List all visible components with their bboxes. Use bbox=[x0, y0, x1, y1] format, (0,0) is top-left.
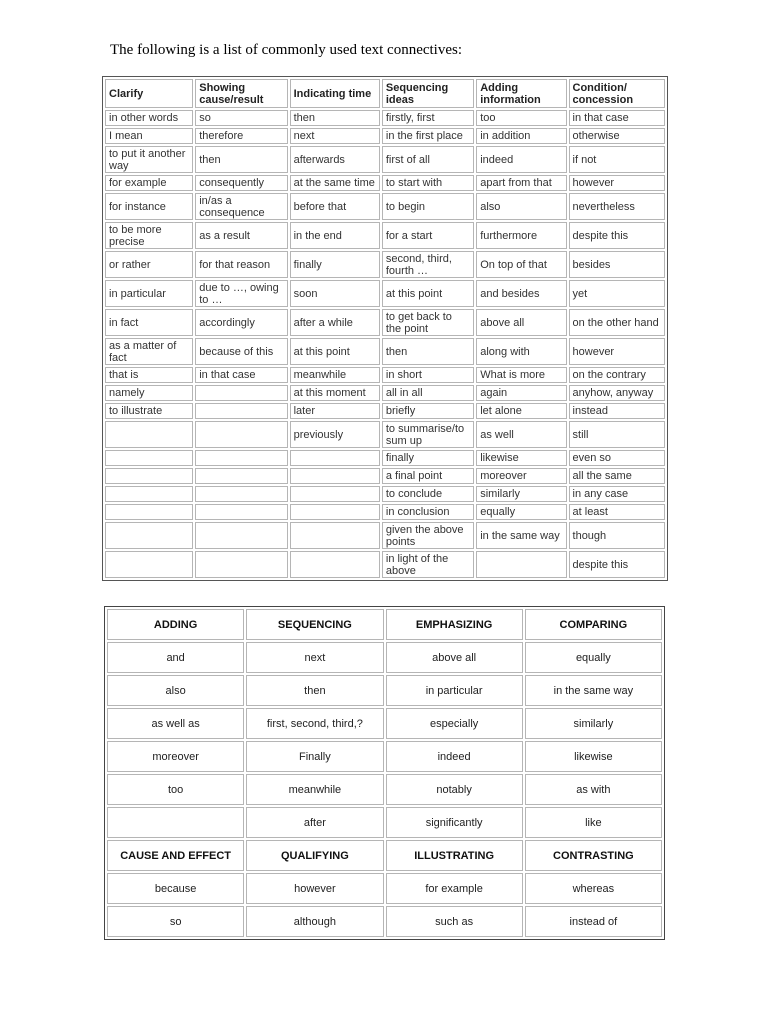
table-cell: a final point bbox=[382, 468, 474, 484]
table-cell: in short bbox=[382, 367, 474, 383]
table-cell: even so bbox=[569, 450, 665, 466]
table-row bbox=[105, 367, 665, 383]
table-cell: in the end bbox=[290, 222, 380, 249]
column-header: Sequencing ideas bbox=[382, 79, 474, 108]
table-cell: in other words bbox=[105, 110, 193, 126]
table-cell: furthermore bbox=[476, 222, 566, 249]
table-cell: to conclude bbox=[382, 486, 474, 502]
table-cell bbox=[290, 522, 380, 549]
table-cell: as well bbox=[476, 421, 566, 448]
table-cell: anyhow, anyway bbox=[569, 385, 665, 401]
table-row bbox=[105, 403, 665, 419]
table-cell: in light of the above bbox=[382, 551, 474, 578]
table-cell: so bbox=[195, 110, 287, 126]
table-cell: at least bbox=[569, 504, 665, 520]
table-cell: despite this bbox=[569, 222, 665, 249]
table-cell: although bbox=[246, 906, 383, 937]
table-cell: to put it another way bbox=[105, 146, 193, 173]
table-cell: namely bbox=[105, 385, 193, 401]
table-cell: notably bbox=[386, 774, 523, 805]
table-cell: before that bbox=[290, 193, 380, 220]
table-cell: then bbox=[195, 146, 287, 173]
table-cell: first of all bbox=[382, 146, 474, 173]
table-cell bbox=[290, 551, 380, 578]
table-row bbox=[105, 486, 665, 502]
table-row bbox=[107, 708, 662, 739]
table-cell: I mean bbox=[105, 128, 193, 144]
table-cell: nevertheless bbox=[569, 193, 665, 220]
table-cell: soon bbox=[290, 280, 380, 307]
table-cell: at this point bbox=[382, 280, 474, 307]
table-cell: all in all bbox=[382, 385, 474, 401]
table-cell: therefore bbox=[195, 128, 287, 144]
table-cell: to get back to the point bbox=[382, 309, 474, 336]
table-cell: in fact bbox=[105, 309, 193, 336]
table-cell bbox=[195, 504, 287, 520]
table-cell: equally bbox=[476, 504, 566, 520]
table-cell: and besides bbox=[476, 280, 566, 307]
table-cell: briefly bbox=[382, 403, 474, 419]
table-cell bbox=[107, 807, 244, 838]
table-cell: apart from that bbox=[476, 175, 566, 191]
table-cell: besides bbox=[569, 251, 665, 278]
table-cell: then bbox=[246, 675, 383, 706]
category-header: QUALIFYING bbox=[246, 840, 383, 871]
table-cell: yet bbox=[569, 280, 665, 307]
table-row bbox=[105, 309, 665, 336]
table-cell: as well as bbox=[107, 708, 244, 739]
category-header-row bbox=[107, 840, 662, 871]
table-cell: like bbox=[525, 807, 662, 838]
table-cell: for that reason bbox=[195, 251, 287, 278]
table-cell: as with bbox=[525, 774, 662, 805]
table-cell: too bbox=[476, 110, 566, 126]
table-cell: in particular bbox=[386, 675, 523, 706]
table-cell bbox=[105, 504, 193, 520]
table-cell: What is more bbox=[476, 367, 566, 383]
table-cell: then bbox=[382, 338, 474, 365]
table-cell: likewise bbox=[476, 450, 566, 466]
table-cell: or rather bbox=[105, 251, 193, 278]
table-row bbox=[105, 504, 665, 520]
category-table-body bbox=[107, 609, 662, 937]
table-cell: likewise bbox=[525, 741, 662, 772]
column-header: Indicating time bbox=[290, 79, 380, 108]
table-cell: too bbox=[107, 774, 244, 805]
table-cell: in conclusion bbox=[382, 504, 474, 520]
table-cell: afterwards bbox=[290, 146, 380, 173]
table-row bbox=[107, 741, 662, 772]
table-cell: equally bbox=[525, 642, 662, 673]
column-header: Adding information bbox=[476, 79, 566, 108]
table-row bbox=[107, 873, 662, 904]
table-cell: consequently bbox=[195, 175, 287, 191]
table-cell: finally bbox=[290, 251, 380, 278]
table-cell: similarly bbox=[476, 486, 566, 502]
connectives-table bbox=[102, 76, 668, 581]
table-cell: first, second, third,? bbox=[246, 708, 383, 739]
table-cell: indeed bbox=[476, 146, 566, 173]
table-row bbox=[105, 551, 665, 578]
table-row bbox=[105, 385, 665, 401]
table-cell: indeed bbox=[386, 741, 523, 772]
table-cell bbox=[105, 486, 193, 502]
intro-text: The following is a list of commonly used text connectives: bbox=[110, 42, 463, 58]
table-cell bbox=[105, 421, 193, 448]
table-row bbox=[107, 675, 662, 706]
table-cell: to summarise/to sum up bbox=[382, 421, 474, 448]
table-cell: moreover bbox=[476, 468, 566, 484]
table-cell: because of this bbox=[195, 338, 287, 365]
table-cell: for example bbox=[386, 873, 523, 904]
table-cell: on the contrary bbox=[569, 367, 665, 383]
table-row bbox=[107, 642, 662, 673]
table-row bbox=[105, 146, 665, 173]
table-row bbox=[105, 421, 665, 448]
table-cell: such as bbox=[386, 906, 523, 937]
table-cell bbox=[290, 468, 380, 484]
table-cell: finally bbox=[382, 450, 474, 466]
table-cell: given the above points bbox=[382, 522, 474, 549]
table-cell: on the other hand bbox=[569, 309, 665, 336]
table-cell: after a while bbox=[290, 309, 380, 336]
table-cell: to begin bbox=[382, 193, 474, 220]
table-cell: On top of that bbox=[476, 251, 566, 278]
table-cell bbox=[195, 403, 287, 419]
table-cell: accordingly bbox=[195, 309, 287, 336]
table-cell: second, third, fourth … bbox=[382, 251, 474, 278]
table-cell: also bbox=[107, 675, 244, 706]
table-cell: later bbox=[290, 403, 380, 419]
table-cell bbox=[195, 468, 287, 484]
table-cell: in/as a consequence bbox=[195, 193, 287, 220]
table-row bbox=[105, 280, 665, 307]
table-cell bbox=[105, 522, 193, 549]
table-cell: despite this bbox=[569, 551, 665, 578]
table-cell: Finally bbox=[246, 741, 383, 772]
table-cell bbox=[476, 551, 566, 578]
table-cell: at this moment bbox=[290, 385, 380, 401]
table-cell bbox=[105, 551, 193, 578]
table-cell: next bbox=[246, 642, 383, 673]
table-cell bbox=[195, 450, 287, 466]
table-cell: due to …, owing to … bbox=[195, 280, 287, 307]
table-cell: at this point bbox=[290, 338, 380, 365]
column-header: Clarify bbox=[105, 79, 193, 108]
table-cell: whereas bbox=[525, 873, 662, 904]
connectives-table-header bbox=[105, 79, 665, 108]
category-header: CAUSE AND EFFECT bbox=[107, 840, 244, 871]
table-row bbox=[105, 128, 665, 144]
table-cell: to illustrate bbox=[105, 403, 193, 419]
table-cell bbox=[290, 450, 380, 466]
table-cell: and bbox=[107, 642, 244, 673]
table-row bbox=[105, 522, 665, 549]
table-cell: so bbox=[107, 906, 244, 937]
table-cell: for instance bbox=[105, 193, 193, 220]
table-cell: as a result bbox=[195, 222, 287, 249]
table-cell: along with bbox=[476, 338, 566, 365]
table-cell bbox=[195, 522, 287, 549]
table-cell: especially bbox=[386, 708, 523, 739]
table-row bbox=[105, 175, 665, 191]
table-row bbox=[107, 906, 662, 937]
table-cell: meanwhile bbox=[246, 774, 383, 805]
table-row bbox=[105, 193, 665, 220]
category-header: ILLUSTRATING bbox=[386, 840, 523, 871]
table-cell: in addition bbox=[476, 128, 566, 144]
table-header-row bbox=[105, 79, 665, 108]
table-cell: significantly bbox=[386, 807, 523, 838]
category-header: COMPARING bbox=[525, 609, 662, 640]
category-header: SEQUENCING bbox=[246, 609, 383, 640]
table-cell bbox=[290, 504, 380, 520]
table-cell bbox=[290, 486, 380, 502]
table-cell: in that case bbox=[195, 367, 287, 383]
table-cell: similarly bbox=[525, 708, 662, 739]
table-cell bbox=[195, 486, 287, 502]
table-cell: to be more precise bbox=[105, 222, 193, 249]
table-cell: let alone bbox=[476, 403, 566, 419]
table-cell: in any case bbox=[569, 486, 665, 502]
table-cell bbox=[195, 421, 287, 448]
table-cell bbox=[195, 551, 287, 578]
table-cell: firstly, first bbox=[382, 110, 474, 126]
connectives-table-body bbox=[105, 110, 665, 578]
table-row bbox=[105, 251, 665, 278]
table-cell: in the same way bbox=[476, 522, 566, 549]
table-cell: instead bbox=[569, 403, 665, 419]
table-cell: in the same way bbox=[525, 675, 662, 706]
table-row bbox=[107, 807, 662, 838]
table-cell bbox=[105, 450, 193, 466]
column-header: Condition/ concession bbox=[569, 79, 665, 108]
table-cell: all the same bbox=[569, 468, 665, 484]
category-header: CONTRASTING bbox=[525, 840, 662, 871]
category-header-row bbox=[107, 609, 662, 640]
table-cell: in particular bbox=[105, 280, 193, 307]
table-cell: that is bbox=[105, 367, 193, 383]
table-row bbox=[105, 110, 665, 126]
table-cell: because bbox=[107, 873, 244, 904]
table-cell: at the same time bbox=[290, 175, 380, 191]
table-cell: then bbox=[290, 110, 380, 126]
table-cell: to start with bbox=[382, 175, 474, 191]
table-cell: instead of bbox=[525, 906, 662, 937]
table-cell: again bbox=[476, 385, 566, 401]
table-row bbox=[105, 450, 665, 466]
table-cell: moreover bbox=[107, 741, 244, 772]
table-cell: after bbox=[246, 807, 383, 838]
table-cell: meanwhile bbox=[290, 367, 380, 383]
table-cell: however bbox=[246, 873, 383, 904]
table-cell: previously bbox=[290, 421, 380, 448]
table-cell: as a matter of fact bbox=[105, 338, 193, 365]
category-header: ADDING bbox=[107, 609, 244, 640]
table-cell: next bbox=[290, 128, 380, 144]
table-cell bbox=[195, 385, 287, 401]
table-cell: above all bbox=[476, 309, 566, 336]
table-cell: above all bbox=[386, 642, 523, 673]
table-cell: otherwise bbox=[569, 128, 665, 144]
column-header: Showing cause/result bbox=[195, 79, 287, 108]
table-cell: though bbox=[569, 522, 665, 549]
table-cell: also bbox=[476, 193, 566, 220]
table-row bbox=[105, 338, 665, 365]
table-row bbox=[105, 222, 665, 249]
table-cell: still bbox=[569, 421, 665, 448]
table-row bbox=[105, 468, 665, 484]
table-cell: if not bbox=[569, 146, 665, 173]
table-cell: for a start bbox=[382, 222, 474, 249]
table-cell: however bbox=[569, 338, 665, 365]
table-row bbox=[107, 774, 662, 805]
connectives-category-table bbox=[104, 606, 665, 940]
category-header: EMPHASIZING bbox=[386, 609, 523, 640]
table-cell: however bbox=[569, 175, 665, 191]
table-cell: for example bbox=[105, 175, 193, 191]
table-cell: in the first place bbox=[382, 128, 474, 144]
table-cell: in that case bbox=[569, 110, 665, 126]
table-cell bbox=[105, 468, 193, 484]
